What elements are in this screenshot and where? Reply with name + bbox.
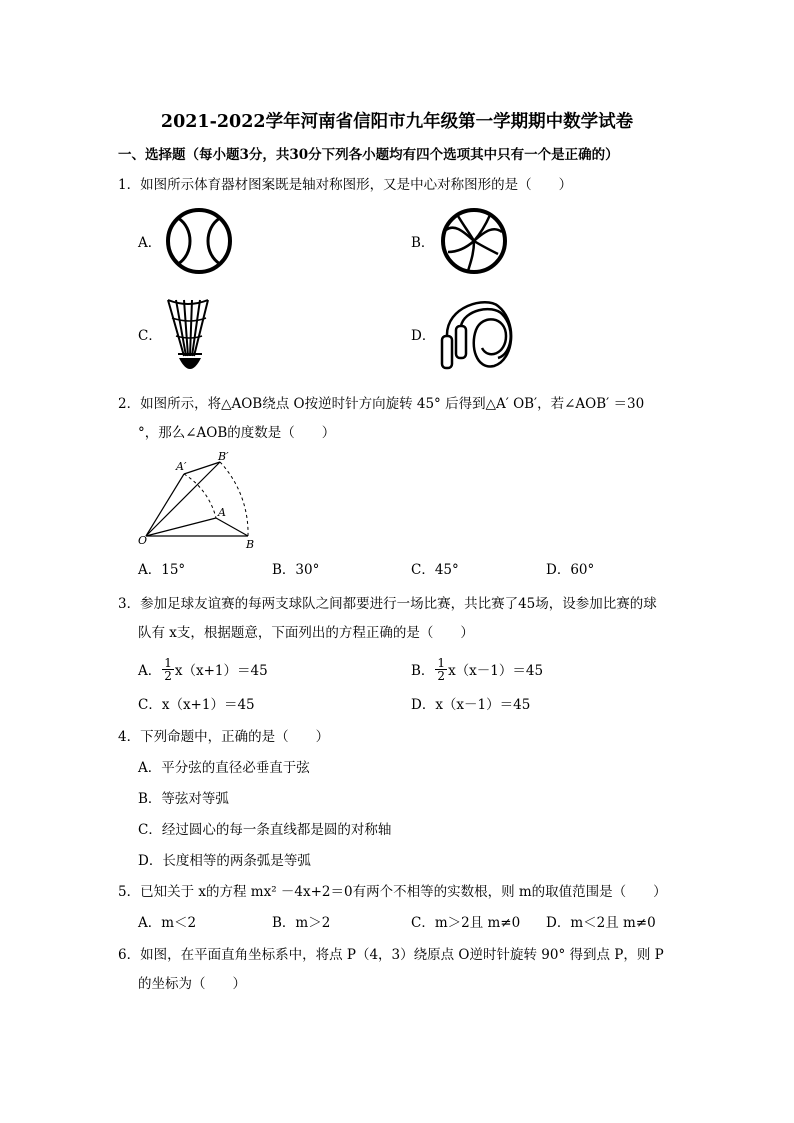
shuttlecock-icon	[164, 296, 216, 376]
fraction-denominator: 2	[164, 669, 172, 683]
question-2-line1: 2．如图所示，将△AOB绕点 O按逆时针方向旋转 45° 后得到△A′ OB′，若∠AOB′ ＝30	[118, 396, 645, 412]
q1-option-a-label: A．	[138, 235, 162, 251]
q4-option-c: C．经过圆心的每一条直线都是圆的对称轴	[138, 822, 392, 838]
q5-option-d: D．m＜2且 m≠0	[546, 915, 656, 931]
q3-option-a	[138, 656, 268, 684]
question-6-line1: 6．如图，在平面直角坐标系中，将点 P（4，3）绕原点 O逆时针旋转 90° 得到点 P，则 P	[118, 947, 664, 963]
q4-option-a: A．平分弦的直径必垂直于弦	[138, 760, 310, 776]
volleyball-icon	[440, 208, 508, 274]
label-a: A	[218, 506, 226, 519]
q2-option-c: C．45°	[411, 562, 459, 578]
fraction-numerator: 1	[437, 656, 446, 670]
q1-option-b-label: B．	[411, 235, 435, 251]
question-1-stem: 1．如图所示体育器材图案既是轴对称图形，又是中心对称图形的是（ ）	[118, 177, 573, 193]
jump-rope-icon	[436, 296, 522, 376]
fraction-numerator: 1	[164, 656, 172, 670]
q3-option-b-expression: x（x－1）＝45	[448, 663, 544, 679]
label-o: O	[138, 534, 148, 547]
page-title: 2021-2022学年河南省信阳市九年级第一学期期中数学试卷	[160, 112, 634, 132]
fraction-one-half	[162, 657, 174, 682]
q2-option-b: B．30°	[272, 562, 320, 578]
label-b-prime: B′	[218, 450, 229, 463]
rotation-diagram	[136, 452, 266, 552]
q3-option-d: D．x（x－1）＝45	[411, 697, 531, 713]
q1-option-d-label: D．	[411, 328, 436, 344]
section-heading: 一、选择题（每小题3分，共30分下列各小题均有四个选项其中只有一个是正确的）	[118, 147, 619, 163]
q3-option-b-label: B．	[411, 663, 435, 679]
q3-option-b	[411, 656, 544, 684]
q3-option-c: C．x（x+1）＝45	[138, 697, 255, 713]
fraction-one-half	[435, 657, 447, 682]
question-4-stem: 4．下列命题中，正确的是（ ）	[118, 729, 330, 745]
q5-option-a: A．m＜2	[138, 915, 197, 931]
question-5-stem: 5．已知关于 x的方程 mx² －4x+2＝0有两个不相等的实数根，则 m的取值范围是（ ）	[118, 884, 667, 900]
q3-option-a-expression: x（x+1）＝45	[174, 663, 268, 679]
q2-option-d: D．60°	[546, 562, 595, 578]
fraction-denominator: 2	[437, 669, 446, 683]
question-3-line2: 队有 x支，根据题意，下面列出的方程正确的是（ ）	[138, 625, 474, 641]
label-b: B	[246, 538, 255, 551]
q3-option-a-label: A．	[138, 663, 162, 679]
q5-option-b: B．m＞2	[272, 915, 331, 931]
tennis-ball-icon	[164, 208, 234, 274]
question-2-line2: °，那么∠AOB的度数是（ ）	[138, 425, 336, 441]
q4-option-b: B．等弦对等弧	[138, 791, 229, 807]
q2-option-a: A．15°	[138, 562, 186, 578]
q4-option-d: D．长度相等的两条弧是等弧	[138, 853, 311, 869]
q5-option-c: C．m＞2且 m≠0	[411, 915, 521, 931]
label-a-prime: A′	[176, 460, 187, 473]
q1-option-c-label: C．	[138, 328, 162, 344]
question-3-line1: 3．参加足球友谊赛的每两支球队之间都要进行一场比赛，共比赛了45场，设参加比赛的球	[118, 596, 657, 612]
question-6-line2: 的坐标为（ ）	[138, 976, 246, 992]
